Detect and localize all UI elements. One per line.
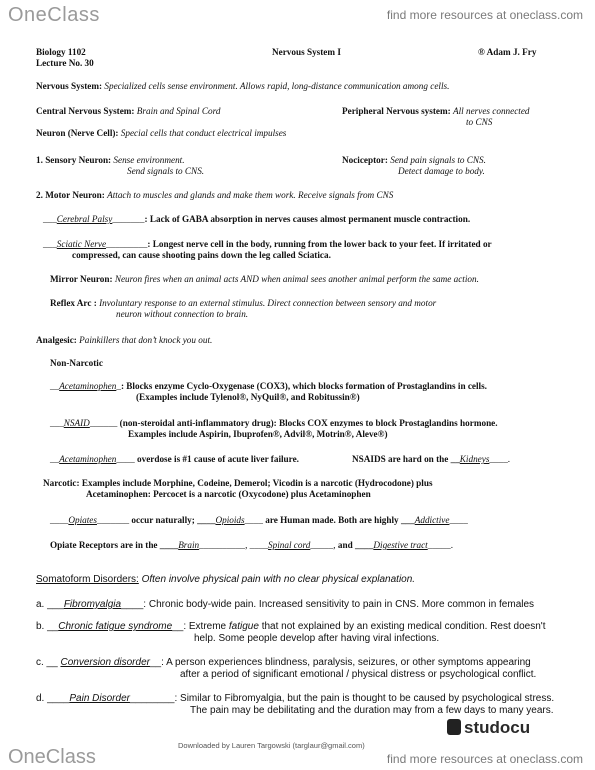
- blank-line: ____: [244, 515, 263, 525]
- blank-line: _______: [96, 515, 130, 525]
- item-b-marker: b. __: [36, 621, 59, 632]
- nervous-system-def: Specialized cells sense environment. Allows rapid, long-distance communication among cells.: [104, 81, 450, 91]
- blank-line: _____.: [427, 540, 453, 550]
- studocu-icon: [447, 719, 461, 735]
- studocu-text: studocu: [464, 718, 531, 737]
- blank-line: ____: [50, 515, 69, 525]
- opiates-text: occur naturally; ____: [129, 515, 216, 525]
- item-c-def-2: after a period of significant emotional / physical distress or psychological conflict.: [180, 669, 537, 680]
- somatoform-def: Often involve physical pain with no clear physical explanation.: [141, 574, 416, 585]
- blank-line: __:: [149, 657, 164, 668]
- nociceptor-row: [342, 155, 486, 165]
- item-c-marker: c. __: [36, 657, 61, 668]
- cns-def: Brain and Spinal Cord: [136, 106, 221, 116]
- blank-line: ______: [89, 418, 118, 428]
- blank-line: _____,: [310, 540, 336, 550]
- blank-line: ____:: [121, 599, 147, 610]
- pain-disorder-answer: Pain Disorder: [69, 693, 130, 704]
- logo-text: OneClass: [8, 4, 100, 26]
- kidneys-answer: Kidneys: [459, 454, 490, 464]
- item-c: [36, 657, 531, 668]
- blank-line: ___: [43, 239, 57, 249]
- pns-def-1: All nerves connected: [453, 106, 530, 116]
- cerebral-palsy-row: [43, 214, 470, 224]
- item-d-marker: d. ____: [36, 693, 70, 704]
- spinal-cord-answer: Spinal cord: [268, 540, 311, 550]
- neuron-def: Special cells that conduct electrical impulses: [120, 128, 287, 138]
- neuron-label: Neuron (Nerve Cell):: [36, 128, 119, 138]
- cns-row: [36, 106, 220, 116]
- acetaminophen-row: [50, 381, 487, 391]
- nervous-system-row: [36, 81, 449, 91]
- nociceptor-def-1: Send pain signals to CNS.: [390, 155, 486, 165]
- sensory-def-1: Sense environment.: [113, 155, 185, 165]
- blank-line: ___: [50, 418, 64, 428]
- nervous-system-label: Nervous System:: [36, 81, 103, 91]
- item-b: [36, 621, 545, 632]
- acetaminophen-def-1: : Blocks enzyme Cyclo-Oxygenase (COX3), which blocks formation of Prostaglandins in cells.: [120, 381, 487, 391]
- sensory-row: [36, 155, 185, 165]
- sciatic-def-2: compressed, can cause shooting pains down the leg called Sciatica.: [72, 250, 331, 260]
- mirror-row: [50, 274, 479, 284]
- analgesic-label: Analgesic:: [36, 335, 77, 345]
- sensory-label: 1. Sensory Neuron:: [36, 155, 112, 165]
- mirror-def: Neuron fires when an animal acts AND when animal sees another animal perform the same action.: [114, 274, 479, 284]
- motor-label: 2. Motor Neuron:: [36, 190, 105, 200]
- oneclass-logo[interactable]: [8, 4, 100, 27]
- motor-def: Attach to muscles and glands and make them work. Receive signals from CNS: [107, 190, 394, 200]
- pns-label: Peripheral Nervous system:: [342, 106, 451, 116]
- narcotic-line-1: Narcotic: Examples include Morphine, Codeine, Demerol; Vicodin is a narcotic (Hydrocodone) plus: [43, 478, 433, 488]
- blank-line: _______: [112, 214, 145, 224]
- reflex-row: [50, 298, 436, 308]
- nociceptor-def-2: Detect damage to body.: [398, 166, 485, 176]
- somatoform-row: [36, 574, 415, 585]
- pns-row: [342, 106, 530, 116]
- sensory-def-2: Send signals to CNS.: [127, 166, 205, 176]
- item-a-marker: a. ___: [36, 599, 64, 610]
- item-c-def-1: A person experiences blindness, paralysis, seizures, or other symptoms appearing: [163, 657, 531, 668]
- overdose-def: overdose is #1 cause of acute liver failure.: [134, 454, 299, 464]
- item-d: [36, 693, 554, 704]
- item-b-def-emph: fatigue: [228, 621, 259, 632]
- overdose-answer: Acetaminophen: [59, 454, 117, 464]
- mirror-label: Mirror Neuron:: [50, 274, 113, 284]
- blank-line: _________: [106, 239, 148, 249]
- blank-line: __: [50, 381, 60, 391]
- blank-line: ____.: [489, 454, 511, 464]
- blank-line: ____: [116, 454, 135, 464]
- cfs-answer: Chronic fatigue syndrome: [58, 621, 173, 632]
- narcotic-line-2: Acetaminophen: Percocet is a narcotic (Oxycodone) plus Acetaminophen: [86, 489, 371, 499]
- nsaid-def-2: Examples include Aspirin, Ibuprofen®, Advil®, Motrin®, Aleve®): [128, 429, 388, 439]
- cerebral-palsy-answer: Cerebral Palsy: [56, 214, 113, 224]
- analgesic-row: [36, 335, 212, 345]
- blank-line: __________,: [199, 540, 248, 550]
- promo-link-bottom[interactable]: find more resources at oneclass.com: [386, 752, 583, 766]
- conversion-answer: Conversion disorder: [60, 657, 150, 668]
- cerebral-palsy-def: : Lack of GABA absorption in nerves causes almost permanent muscle contraction.: [144, 214, 471, 224]
- logo-text: OneClass: [8, 746, 96, 768]
- motor-row: [36, 190, 393, 200]
- opiates-answer: Opiates: [68, 515, 97, 525]
- sciatic-def-1: : Longest nerve cell in the body, running from the lower back to your feet. If irritated or: [147, 239, 492, 249]
- reflex-label: Reflex Arc :: [50, 298, 97, 308]
- item-b-def-c: that not explained by an existing medical condition. Rest doesn't: [258, 621, 546, 632]
- and-text: and ____: [335, 540, 374, 550]
- item-d-def-1: Similar to Fibromyalgia, but the pain is thought to be caused by psychological stress.: [177, 693, 555, 704]
- item-b-def-2: help. Some people develop after having viral infections.: [194, 633, 440, 644]
- sciatic-answer: Sciatic Nerve: [56, 239, 107, 249]
- nociceptor-label: Nociceptor:: [342, 155, 388, 165]
- studocu-logo[interactable]: [447, 718, 530, 738]
- nsaid-answer: NSAID: [63, 418, 90, 428]
- oneclass-logo-footer[interactable]: [8, 746, 96, 769]
- neuron-row: [36, 128, 286, 138]
- brain-answer: Brain: [178, 540, 200, 550]
- blank-line: ____: [449, 515, 468, 525]
- addictive-answer: Addictive: [414, 515, 450, 525]
- non-narcotic-heading: Non-Narcotic: [50, 358, 103, 368]
- reflex-def-2: neuron without connection to brain.: [116, 309, 249, 319]
- blank-line: __:: [172, 621, 187, 632]
- promo-link-top[interactable]: find more resources at oneclass.com: [386, 8, 583, 22]
- opiates-row: [50, 515, 468, 525]
- item-b-def-a: Extreme: [186, 621, 229, 632]
- reflex-def-1: Involuntary response to an external stimulus. Direct connection between sensory and motor: [99, 298, 437, 308]
- acetaminophen-def-2: (Examples include Tylenol®, NyQuil®, and Robitussin®): [136, 392, 360, 402]
- nsaids-kidney-text: NSAIDS are hard on the __: [352, 454, 460, 464]
- pns-def-2: to CNS: [466, 117, 493, 127]
- fibromyalgia-answer: Fibromyalgia: [63, 599, 122, 610]
- receptors-row: [50, 540, 453, 550]
- opioids-answer: Opioids: [215, 515, 245, 525]
- author: ® Adam J. Fry: [478, 47, 537, 57]
- analgesic-def: Painkillers that don’t knock you out.: [79, 335, 213, 345]
- overdose-row: [50, 454, 299, 464]
- blank-line: ___: [43, 214, 57, 224]
- item-a: [36, 599, 534, 610]
- lecture-number: Lecture No. 30: [36, 58, 94, 68]
- blank-line: ________:: [129, 693, 178, 704]
- somatoform-label: Somatoform Disorders:: [36, 574, 139, 585]
- blank-line: ____: [249, 540, 269, 550]
- nsaid-row: [50, 418, 498, 428]
- acetaminophen-answer: Acetaminophen: [59, 381, 117, 391]
- digestive-answer: Digestive tract: [373, 540, 428, 550]
- item-a-def: Chronic body-wide pain. Increased sensitivity to pain in CNS. More common in females: [146, 599, 535, 610]
- blank-line: __: [50, 454, 60, 464]
- sciatic-row: [43, 239, 492, 249]
- cns-label: Central Nervous System:: [36, 106, 135, 116]
- nsaids-kidney-row: [352, 454, 510, 464]
- document-title: Nervous System I: [272, 47, 341, 57]
- nsaid-def-1: (non-steroidal anti-inflammatory drug): Blocks COX enzymes to block Prostaglandins hormone.: [119, 418, 498, 428]
- receptors-text: Opiate Receptors are in the ____: [50, 540, 179, 550]
- course-code: Biology 1102: [36, 47, 86, 57]
- download-notice: Downloaded by Lauren Targowski (targlaur@gmail.com): [178, 741, 365, 750]
- opioids-text: are Human made. Both are highly ___: [262, 515, 415, 525]
- item-d-def-2: The pain may be debilitating and the duration may from a few days to many years.: [190, 705, 554, 716]
- blank-line: _: [116, 381, 121, 391]
